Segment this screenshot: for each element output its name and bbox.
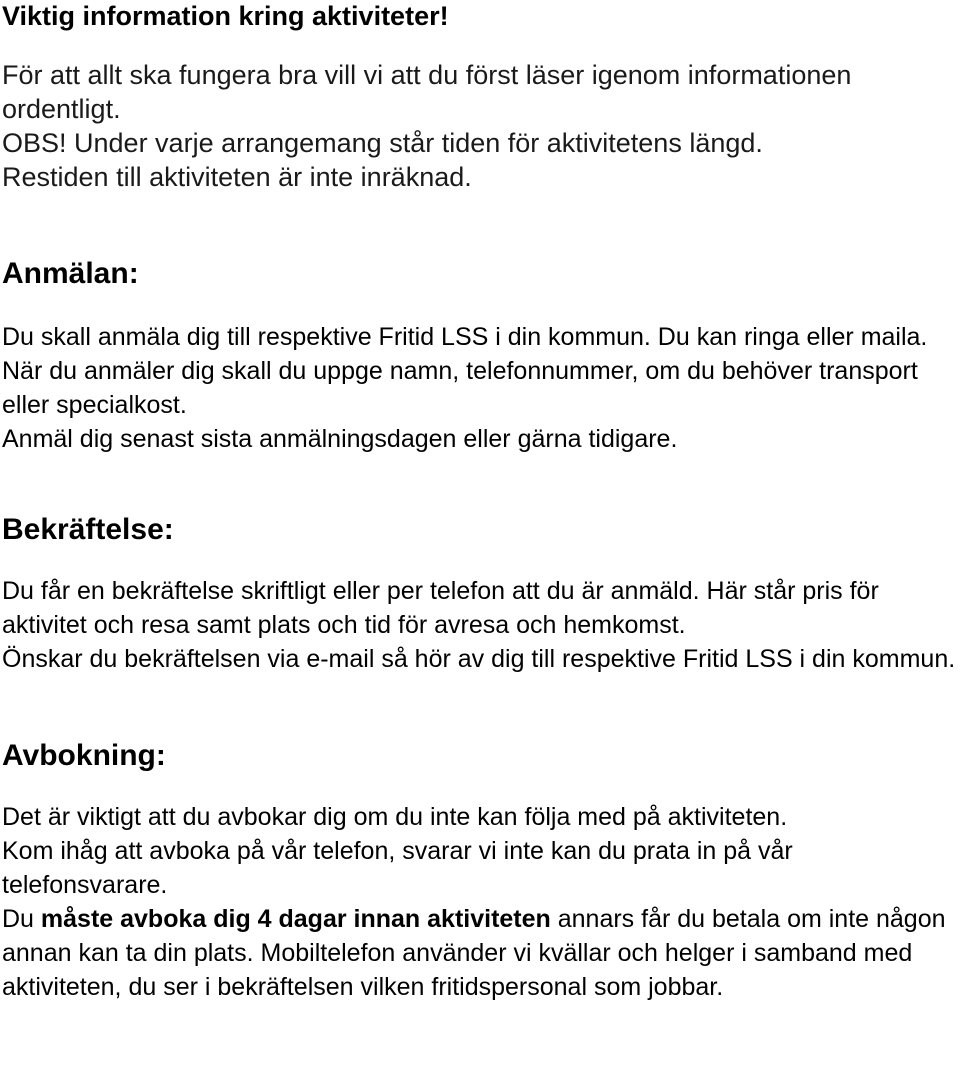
anmalan-heading: Anmälan: <box>2 257 139 290</box>
avbokning-paragraph-3 <box>2 902 958 1004</box>
intro-section <box>2 58 958 194</box>
avbokning-heading: Avbokning: <box>2 739 166 772</box>
document-page <box>2 0 958 1004</box>
bekraftelse-paragraph-2: Önskar du bekräftelsen via e-mail så hör av dig till respektive Fritid LSS i din kommun. <box>2 645 956 673</box>
avbokning-p3-start: Du <box>2 905 41 933</box>
anmalan-paragraph-2: Anmäl dig senast sista anmälningsdagen eller gärna tidigare. <box>2 425 678 453</box>
avbokning-p3-end: annars får du betala om inte någon annan kan ta din plats. Mobiltelefon använder vi kvällar och helger i samband med aktiviteten, du ser i bekräftelsen vilken fritidspersonal som jobbar. <box>2 905 946 1001</box>
avbokning-body <box>2 800 958 1004</box>
intro-line-1: För att allt ska fungera bra vill vi att du först läser igenom informationen ordentligt. <box>2 60 852 124</box>
avbokning-paragraph-1: Det är viktigt att du avbokar dig om du inte kan följa med på aktiviteten. <box>2 803 788 831</box>
bekraftelse-paragraph-1: Du får en bekräftelse skriftligt eller per telefon att du är anmäld. Här står pris för aktivitet och resa samt plats och tid för avresa och hemkomst. <box>2 577 879 639</box>
intro-line-3: Restiden till aktiviteten är inte inräknad. <box>2 162 472 192</box>
intro-line-2: OBS! Under varje arrangemang står tiden för aktivitetens längd. <box>2 128 763 158</box>
anmalan-body <box>2 320 958 456</box>
avbokning-p3-emphasis: måste avboka dig 4 dagar innan aktiviteten <box>40 905 551 933</box>
anmalan-paragraph-1: Du skall anmäla dig till respektive Fritid LSS i din kommun. Du kan ringa eller maila. När du anmäler dig skall du uppge namn, telefonnummer, om du behöver transport eller specialkost. <box>2 323 928 419</box>
avbokning-paragraph-2: Kom ihåg att avboka på vår telefon, svarar vi inte kan du prata in på vår telefonsvarare. <box>2 837 793 899</box>
bekraftelse-heading: Bekräftelse: <box>2 513 174 546</box>
bekraftelse-body <box>2 574 958 676</box>
page-title: Viktig information kring aktiviteter! <box>2 1 449 31</box>
